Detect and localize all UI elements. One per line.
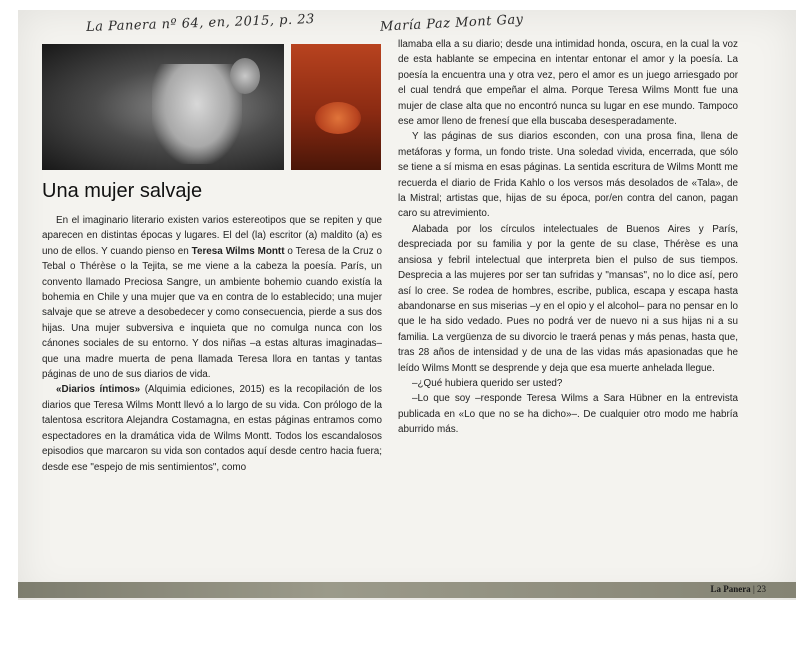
- paragraph: llamaba ella a su diario; desde una intimidad honda, oscura, en la cual la voz de esta hablante se empecina en intentar entonar el amor y la poesía. La poesía la encuentra una y otra vez, pero el amor es un juego arriesgado por el cual tendrá que empeñar el alma. Porque Teresa Wilms Montt fue una mujer de clase alta que no encontró nunca su lugar en ese mundo. Tampoco ese amor lleno de frenesí que ella buscaba desesperadamente.: [398, 39, 738, 128]
- page-number: 23: [757, 584, 766, 594]
- handwritten-author: María Paz Mont Gay: [379, 12, 524, 35]
- paragraph-text: o Teresa de la Cruz o Tebal o Thérèse o la Tejita, se me viene a la cabeza la poesía. París, un convento llamado Preciosa Sangre, un ambiente bohemio cuando existía la bohemia en Chile y una mujer que va en contra de lo establecido; una mujer salvaje que se atreve a desobedecer y como consecuencia, pierde a sus dos hijas. Una mujer subversiva e inquieta que no comulga nunca con los cánones sociales de su entorno. Y dos niñas –a estas alturas imaginadas– que una madre muerta de pena llamada Teresa llora en tantas y tantas páginas de uno de sus diarios de vida.: [42, 245, 382, 381]
- handwritten-citation: La Panera nº 64, en, 2015, p. 23: [85, 12, 316, 35]
- paragraph: [42, 382, 382, 474]
- paragraph: Y las páginas de sus diarios esconden, con una prosa fina, llena de metáforas y forma, un fondo triste. Una soledad vivida, encerrada, que sólo se tiene a sí misma en esas páginas. La sentida escritura de Wilms Montt me recuerda el diario de Frida Kahlo o los versos más desolados de «Tala», de la Mistral; artistas que, hijas de su época, por/en contra del canon, pagan caro su atrevimiento.: [398, 131, 738, 220]
- answer: –Lo que soy –responde Teresa Wilms a Sara Hübner en la entrevista publicada en «Lo que no se ha dicho»–. De cualquier otro modo me habría aburrido más.: [398, 393, 738, 436]
- magazine-name: La Panera: [710, 584, 751, 594]
- photo-face: [230, 58, 260, 94]
- portrait-photo: [42, 44, 284, 170]
- author-name: Teresa Wilms Montt: [191, 245, 285, 257]
- paragraph-text: (Alquimia ediciones, 2015) es la recopilación de los diarios que Teresa Wilms Montt llevó a lo largo de su vida. Con prólogo de la talentosa escritora Alejandra Costamagna, en estas páginas entramos como espectadores en la dramática vida de Wilms Montt. Todos los escandalosos episodios que marcaron su vida son contados aquí desde centro hacia fuera; desde ese "espejo de mis sentimientos", como: [42, 384, 382, 473]
- photo-figure: [152, 64, 242, 164]
- page-footer: La Panera | 23: [710, 584, 766, 594]
- paragraph-text: En el imaginario literario existen varios estereotipos que se repiten y que aparecen en distintas épocas y lugares. El del (la) escritor (a) maldito (a) es uno de ellos. Y cuando pienso en: [42, 215, 382, 257]
- question: –¿Qué hubiera querido ser usted?: [412, 377, 563, 389]
- paragraph: [42, 213, 382, 382]
- article-column-right: [398, 37, 738, 438]
- article-column-left: [42, 213, 382, 475]
- book-cover-image: [291, 44, 381, 170]
- book-title: «Diarios íntimos»: [56, 384, 141, 396]
- article-title: Una mujer salvaje: [42, 180, 203, 202]
- scan-bottom-shadow: [18, 582, 796, 598]
- book-cover-graphic: [315, 102, 361, 134]
- page-margin: [0, 0, 18, 661]
- paragraph: Alabada por los círculos intelectuales de Buenos Aires y París, despreciada por su familia y por la gente de su clase, Thérèse es una ansiosa y febril intelectual que interpreta bien el pulso de sus tiempos. Desprecia a las mujeres por ser tan sufridas y "mansas", no lo dice así, pero así lo cree. Se rodea de hombres, escribe, publica, escapa y escapa hasta abandonarse en sus miserias –y en el opio y el alcohol– para no pensar en lo que le ha sido vedado. Pues no podrá ver de nuevo ni a sus hijas ni a su familia. La vergüenza de su divorcio le traerá penas y más penas, hasta que, tras 28 años de intensidad y de una de las vidas más apasionadas que he leído Wilms Montt se desprende y deja que esa muerte anhelada llegue.: [398, 223, 738, 374]
